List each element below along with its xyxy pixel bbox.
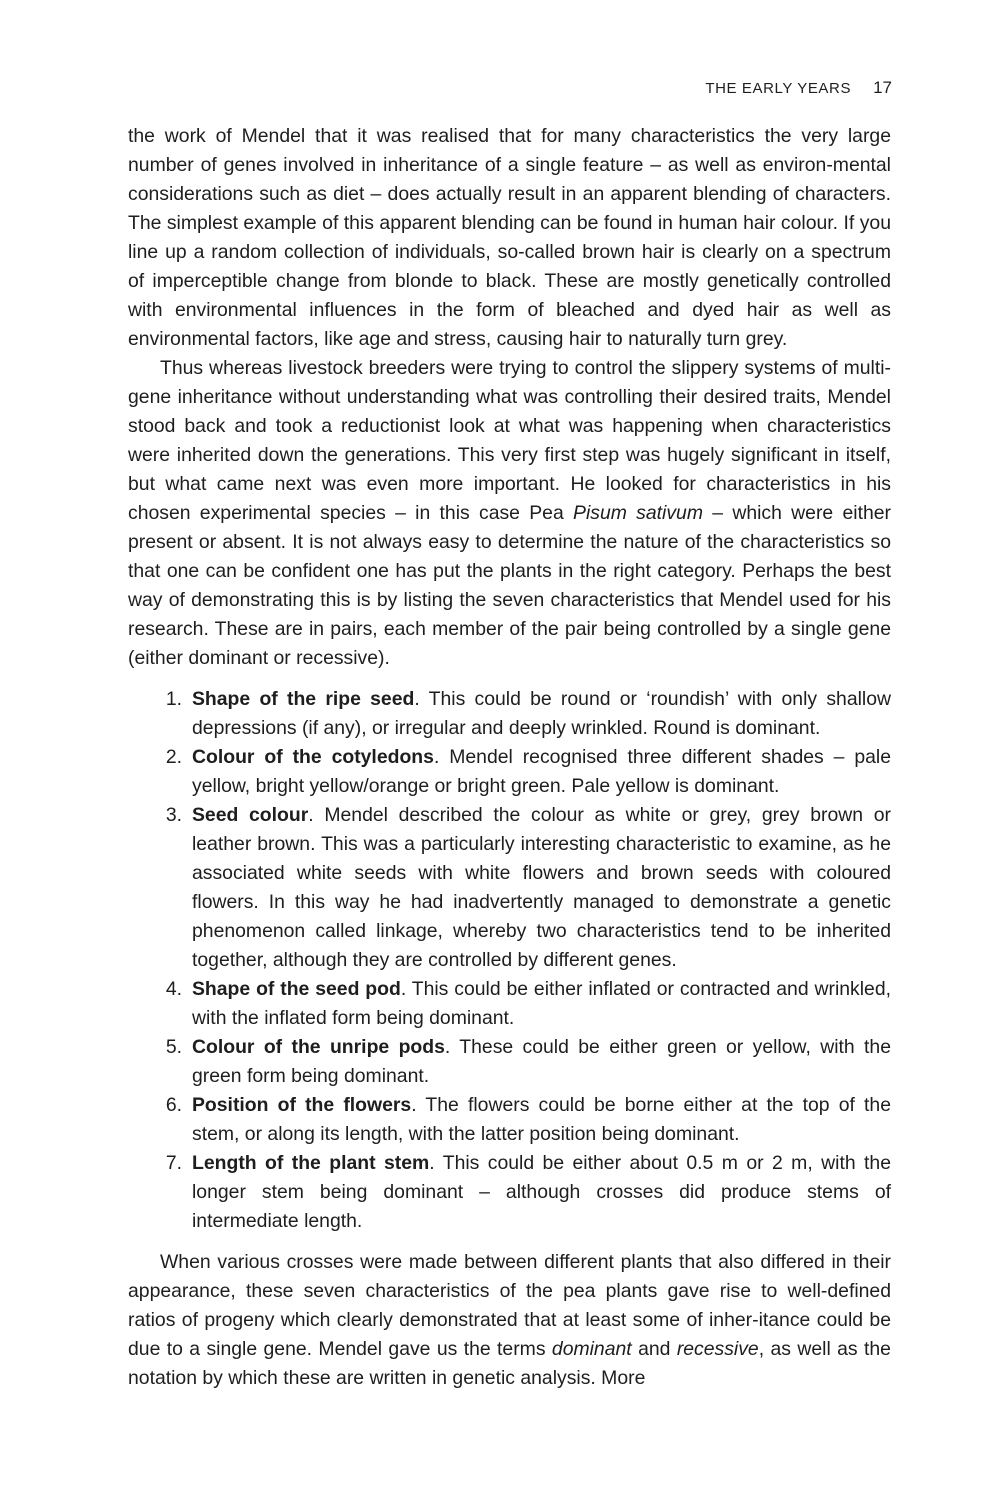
list-item xyxy=(128,743,891,801)
list-term: Seed colour xyxy=(192,804,309,826)
list-text: . This could be either inflated or contracted and wrinkled, with the inflated form being dominant. xyxy=(192,978,892,1029)
species-name: Pisum sativum xyxy=(573,502,703,524)
term-dominant: dominant xyxy=(551,1338,632,1360)
paragraph-text: When various crosses were made between different plants that also differed in their appearance, these seven characteristics of the pea plants gave rise to well-defined ratios of progeny which clearly demonstrated that at least some of inher-itance could be due to a single gene. Mendel gave us the terms xyxy=(128,1251,891,1360)
term-recessive: recessive xyxy=(676,1338,759,1360)
page-number: 17 xyxy=(873,78,892,97)
list-number: 7. xyxy=(165,1152,182,1174)
list-term: Colour of the cotyledons xyxy=(192,746,434,768)
list-term: Shape of the seed pod xyxy=(192,978,401,1000)
page-header xyxy=(392,78,892,104)
list-text: . Mendel described the colour as white or grey, grey brown or leather brown. This was a particularly interesting characteristic to examine, as he associated white seeds with white flowers and brown seeds with coloured flowers. In this way he had inadvertently managed to demonstrate a genetic phenomenon called linkage, whereby two characteristics tend to be inherited together, although they are controlled by different genes. xyxy=(192,804,891,971)
list-term: Position of the flowers xyxy=(192,1094,412,1116)
list-number: 6. xyxy=(165,1094,182,1116)
running-head: THE EARLY YEARS xyxy=(705,80,852,97)
paragraph-text: , as well as the notation by which these are written in genetic analysis. More xyxy=(128,1338,891,1389)
list-number: 5. xyxy=(165,1036,182,1058)
list-text: . This could be round or ‘roundish’ with only shallow depressions (if any), or irregular and deeply wrinkled. Round is dominant. xyxy=(192,688,892,739)
characteristics-list xyxy=(128,685,891,1236)
list-item xyxy=(128,1149,891,1236)
body-text xyxy=(128,122,891,1393)
paragraph xyxy=(128,1248,891,1393)
list-number: 2. xyxy=(165,746,182,768)
list-text: . Mendel recognised three different shades – pale yellow, bright yellow/orange or bright green. Pale yellow is dominant. xyxy=(192,746,891,797)
paragraph-text: Thus whereas livestock breeders were trying to control the slippery systems of multi-gene inheritance without understanding what was controlling their desired traits, Mendel stood back and took a reductionist look at what was happening when characteristics were inherited down the generations. This very first step was hugely significant in itself, but what came next was even more important. He looked for characteristics in his chosen experimental species – in this case Pea xyxy=(128,357,891,524)
list-term: Length of the plant stem xyxy=(192,1152,430,1174)
list-number: 4. xyxy=(165,978,182,1000)
paragraph: the work of Mendel that it was realised that for many characteristics the very large number of genes involved in inheritance of a single feature – as well as environ-mental considerations such as diet – does actually result in an apparent blending of characters. The simplest example of this apparent blending can be found in human hair colour. If you line up a random collection of individuals, so-called brown hair is clearly on a spectrum of imperceptible change from blonde to black. These are mostly genetically controlled with environmental influences in the form of bleached and dyed hair as well as environmental factors, like age and stress, causing hair to naturally turn grey. xyxy=(128,125,891,350)
list-item xyxy=(128,1033,891,1091)
list-text: . The flowers could be borne either at the top of the stem, or along its length, with the latter position being dominant. xyxy=(192,1094,891,1145)
list-item xyxy=(128,975,891,1033)
list-item xyxy=(128,685,891,743)
list-text: . This could be either about 0.5 m or 2 m, with the longer stem being dominant – although crosses did produce stems of intermediate length. xyxy=(192,1152,891,1232)
list-item xyxy=(128,801,891,975)
list-term: Colour of the unripe pods xyxy=(192,1036,445,1058)
list-number: 3. xyxy=(165,804,182,826)
paragraph xyxy=(128,354,891,673)
list-term: Shape of the ripe seed xyxy=(192,688,415,710)
list-text: . These could be either green or yellow, with the green form being dominant. xyxy=(192,1036,891,1087)
list-number: 1. xyxy=(165,688,182,710)
paragraph-text: – which were either present or absent. It is not always easy to determine the nature of the characteristics so that one can be confident one has put the plants in the right category. Perhaps the best way of demonstrating this is by listing the seven characteristics that Mendel used for his research. These are in pairs, each member of the pair being controlled by a single gene (either dominant or recessive). xyxy=(128,502,891,669)
list-item xyxy=(128,1091,891,1149)
paragraph-text: and xyxy=(631,1338,677,1360)
